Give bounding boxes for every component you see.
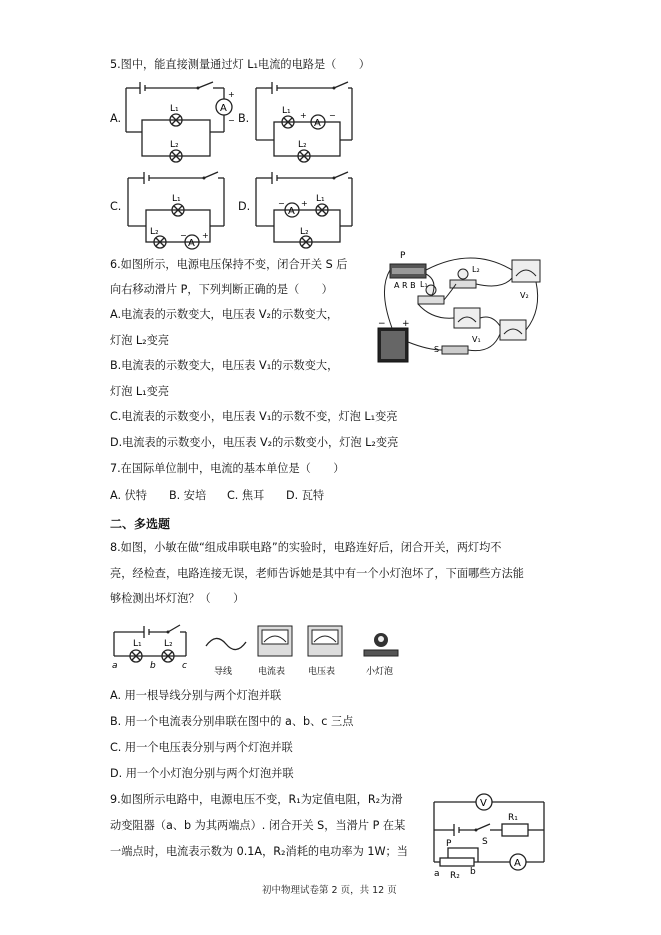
q7-option-c: C. 焦耳 xyxy=(227,489,265,502)
q8-stem-line2: 亮，经检查，电路连接无误，老师告诉她是其中有一个小灯泡坏了，下面哪些方法能 xyxy=(110,567,524,580)
q6-circuit-figure xyxy=(372,250,547,368)
q9-line2: 动变阻器（a、b 为其两端点）. 闭合开关 S，当滑片 P 在某 xyxy=(110,819,406,832)
q8-option-c: C. 用一个电压表分别与两个灯泡并联 xyxy=(110,741,293,754)
svg-text:电压表: 电压表 xyxy=(308,667,336,677)
svg-text:S: S xyxy=(434,345,440,354)
q8-option-d: D. 用一个小灯泡分别与两个灯泡并联 xyxy=(110,767,294,780)
q5-option-c: C. xyxy=(110,200,122,213)
svg-text:+: + xyxy=(301,199,308,208)
svg-text:导线: 导线 xyxy=(214,667,233,677)
q9-line1: 9.如图所示电路中，电源电压不变，R₁为定值电阻，R₂为滑 xyxy=(110,793,403,806)
q5-circuit-d xyxy=(252,170,362,250)
q6-option-c: C.电流表的示数变小，电压表 V₁的示数不变，灯泡 L₁变亮 xyxy=(110,410,398,423)
resistor-r1-icon xyxy=(502,824,528,836)
svg-text:+: + xyxy=(402,319,410,329)
svg-text:L₂: L₂ xyxy=(298,140,307,150)
q8-option-b: B. 用一个电流表分别串联在图中的 a、b、c 三点 xyxy=(110,715,354,728)
minus-sign: − xyxy=(228,116,235,125)
q9-line3: 一端点时，电流表示数为 0.1A，R₂消耗的电功率为 1W；当 xyxy=(110,845,408,858)
svg-text:V: V xyxy=(480,798,487,809)
q6-stem-line2: 向右移动滑片 P，下列判断正确的是（ ） xyxy=(110,283,333,296)
q7-option-d: D. 瓦特 xyxy=(286,489,325,502)
bulb-icon xyxy=(364,650,398,656)
svg-text:L₂: L₂ xyxy=(300,227,309,237)
q6-option-a-line1: A.电流表的示数变大，电压表 V₂的示数变大， xyxy=(110,308,339,321)
svg-text:−: − xyxy=(278,199,285,208)
svg-text:L₁: L₁ xyxy=(282,106,291,116)
q7-stem: 7.在国际单位制中，电流的基本单位是（ ） xyxy=(110,462,345,475)
q8-apparatus-figure xyxy=(108,622,408,678)
svg-text:L₂: L₂ xyxy=(164,639,173,649)
rheostat-r2-icon xyxy=(440,858,474,866)
q5-circuit-c xyxy=(124,170,234,250)
svg-text:L₁: L₁ xyxy=(172,194,181,204)
lamp-l2-icon xyxy=(458,269,468,279)
switch-blade xyxy=(198,82,213,88)
q5-circuit-a xyxy=(120,80,240,160)
svg-text:A: A xyxy=(188,238,195,249)
q9-circuit-figure xyxy=(430,788,555,880)
q6-option-b-line1: B.电流表的示数变大，电压表 V₁的示数变大， xyxy=(110,359,339,372)
q8-option-a: A. 用一根导线分别与两个灯泡并联 xyxy=(110,689,282,702)
wire-icon xyxy=(206,638,246,649)
svg-text:S: S xyxy=(482,837,488,847)
switch-icon xyxy=(442,346,468,354)
svg-text:A: A xyxy=(314,118,321,129)
q5-stem: 5.图中，能直接测量通过灯 L₁电流的电路是（ ） xyxy=(110,58,370,71)
q6-stem-line1: 6.如图所示，电源电压保持不变，闭合开关 S 后 xyxy=(110,258,348,271)
svg-text:b: b xyxy=(470,867,476,877)
svg-text:电流表: 电流表 xyxy=(258,667,286,677)
svg-text:b: b xyxy=(150,661,156,671)
svg-text:V₂: V₂ xyxy=(520,291,529,300)
svg-text:+: + xyxy=(202,231,209,240)
svg-text:−: − xyxy=(180,231,187,240)
page-footer: 初中物理试卷第 2 页，共 12 页 xyxy=(262,885,397,896)
q7-option-a: A. 伏特 xyxy=(110,489,147,502)
q6-option-b-line2: 灯泡 L₁变亮 xyxy=(110,385,170,398)
svg-text:−: − xyxy=(329,111,336,120)
svg-text:L₁: L₁ xyxy=(420,280,428,289)
svg-text:A: A xyxy=(288,206,295,217)
svg-text:小灯泡: 小灯泡 xyxy=(366,667,394,677)
section-heading-multiple-choice: 二、多选题 xyxy=(110,517,171,531)
q8-stem-line1: 8.如图，小敏在做“组成串联电路”的实验时，电路连好后，闭合开关，两灯均不 xyxy=(110,541,502,554)
slider-p-label: P xyxy=(400,251,406,261)
svg-text:R₂: R₂ xyxy=(450,871,460,881)
svg-text:a: a xyxy=(112,661,118,671)
voltmeter-v2-icon xyxy=(512,260,540,282)
svg-text:−: − xyxy=(378,319,386,329)
ammeter-label: A xyxy=(220,103,227,114)
voltmeter-v1-icon xyxy=(500,320,526,340)
svg-text:L₁: L₁ xyxy=(133,639,142,649)
svg-text:a: a xyxy=(434,869,440,879)
q7-option-b: B. 安培 xyxy=(169,489,207,502)
ammeter-icon xyxy=(454,308,480,328)
q5-option-a: A. xyxy=(110,112,122,125)
svg-text:A: A xyxy=(514,858,521,869)
q6-option-d: D.电流表的示数变小，电压表 V₂的示数变小，灯泡 L₂变亮 xyxy=(110,436,399,449)
q8-stem-line3: 够检测出坏灯泡？（ ） xyxy=(110,592,245,605)
svg-text:V₁: V₁ xyxy=(472,335,481,344)
svg-text:+: + xyxy=(300,111,307,120)
switch-blade xyxy=(168,625,180,632)
q6-option-a-line2: 灯泡 L₂变亮 xyxy=(110,334,170,347)
l2-label: L₂ xyxy=(170,140,179,150)
rheostat-terminal-labels: A R B xyxy=(394,281,416,290)
l1-label: L₁ xyxy=(170,104,179,114)
switch-blade xyxy=(476,824,490,830)
svg-text:c: c xyxy=(182,661,187,671)
svg-text:L₂: L₂ xyxy=(150,227,159,237)
q5-option-b: B. xyxy=(238,112,250,125)
plus-sign: + xyxy=(228,90,235,99)
q5-option-d: D. xyxy=(238,200,251,213)
svg-text:P: P xyxy=(446,839,452,849)
svg-text:R₁: R₁ xyxy=(508,813,518,823)
q5-circuit-b xyxy=(252,80,362,160)
svg-text:L₂: L₂ xyxy=(472,265,480,274)
svg-text:L₁: L₁ xyxy=(316,194,325,204)
